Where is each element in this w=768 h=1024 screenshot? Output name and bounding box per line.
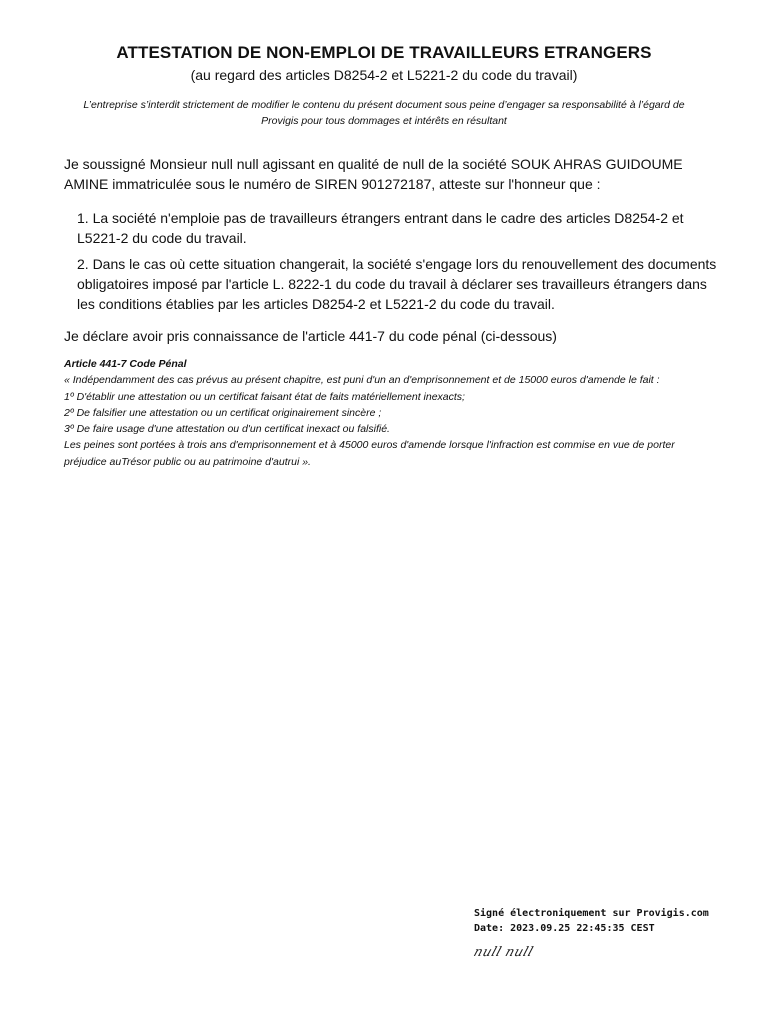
list-item: 2. Dans le cas où cette situation changerait, la société s'engage lors du renouvellement des documents obligatoires imposé par l'article L. 8222-1 du code du travail à déclarer ses travailleurs étrangers dans les conditions établies par les articles D8254-2 et L5221-2 du code du travail. (77, 256, 717, 312)
document-title: ATTESTATION DE NON-EMPLOI DE TRAVAILLEURS ETRANGERS (116, 43, 652, 62)
signature-date: Date: 2023.09.25 22:45:35 CEST (474, 923, 655, 934)
declaration-paragraph: Je déclare avoir pris connaissance de l'article 441-7 du code pénal (ci-dessous) (64, 328, 557, 344)
handwritten-signature: null null (471, 945, 536, 960)
article-block (64, 356, 712, 470)
attestation-list (77, 208, 717, 320)
signature-line: Signé électroniquement sur Provigis.com (474, 908, 709, 919)
document-subtitle: (au regard des articles D8254-2 et L5221-2 du code du travail) (190, 67, 578, 83)
article-line: « Indépendamment des cas prévus au présent chapitre, est puni d'un an d'emprisonnement et de 15000 euros d'amende le fait : (64, 374, 660, 387)
article-title: Article 441-7 Code Pénal (64, 358, 187, 370)
intro-paragraph: Je soussigné Monsieur null null agissant en qualité de null de la société SOUK AHRAS GUIDOUME AMINE immatriculée sous le numéro de SIREN 901272187, atteste sur l'honneur que : (64, 156, 683, 192)
list-item: 1. La société n'emploie pas de travailleurs étrangers entrant dans le cadre des articles D8254-2 et L5221-2 du code du travail. (77, 210, 684, 246)
article-line: 2º De falsifier une attestation ou un certificat originairement sincère ; (64, 406, 382, 419)
article-line: Les peines sont portées à trois ans d'emprisonnement et à 45000 euros d'amende lorsque l'infraction est commise en vue de porter préjudice auTrésor public ou au patrimoine d'autrui ». (64, 439, 675, 468)
disclaimer-text: L’entreprise s’interdit strictement de modifier le contenu du présent document sous peine d’engager sa responsabilité à l’égard de Provigis pour tous dommages et intérêts en résultant (83, 99, 685, 127)
electronic-signature-block (474, 906, 734, 936)
article-line: 1º D'établir une attestation ou un certificat faisant état de faits matériellement inexacts; (64, 390, 465, 403)
article-line: 3º De faire usage d'une attestation ou d'un certificat inexact ou falsifié. (64, 423, 390, 436)
